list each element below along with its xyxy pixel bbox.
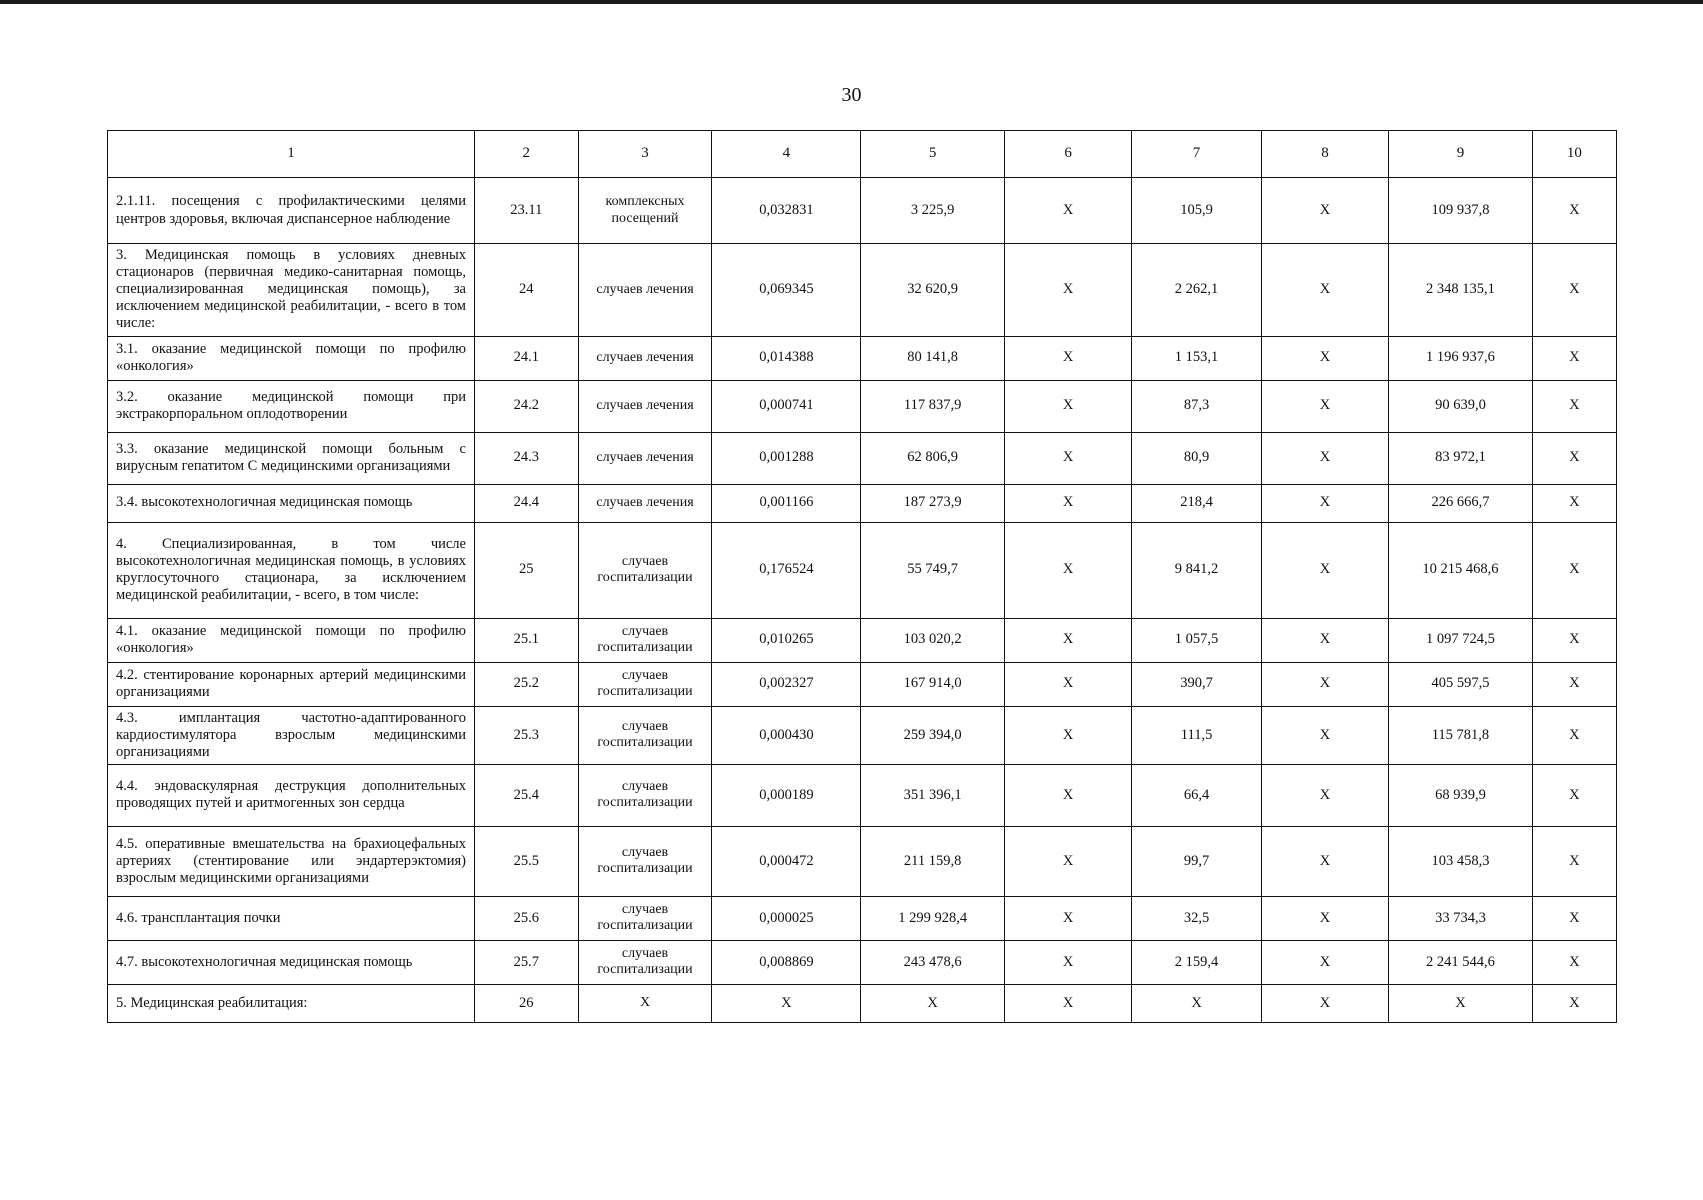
table-cell: 83 972,1 bbox=[1389, 432, 1533, 484]
table-cell: случаев лечения bbox=[578, 484, 712, 522]
column-header: 7 bbox=[1132, 131, 1262, 178]
table-cell: 1 299 928,4 bbox=[861, 896, 1005, 940]
column-header: 5 bbox=[861, 131, 1005, 178]
table-cell: 80 141,8 bbox=[861, 336, 1005, 380]
table-cell: X bbox=[1532, 706, 1616, 764]
table-cell: X bbox=[1261, 940, 1388, 984]
table-cell: 0,014388 bbox=[712, 336, 861, 380]
row-description: 4.6. трансплантация почки bbox=[108, 896, 475, 940]
table-cell: 62 806,9 bbox=[861, 432, 1005, 484]
table-cell: 10 215 468,6 bbox=[1389, 522, 1533, 618]
table-cell: 0,032831 bbox=[712, 178, 861, 244]
data-table bbox=[107, 130, 1617, 1023]
table-cell: X bbox=[1261, 706, 1388, 764]
table-cell: X bbox=[1532, 764, 1616, 826]
table-cell: случаев госпитализации bbox=[578, 522, 712, 618]
table-cell: 25.5 bbox=[474, 826, 578, 896]
table-cell: случаев госпитализации bbox=[578, 662, 712, 706]
table-row bbox=[108, 178, 1617, 244]
table-cell: X bbox=[1532, 432, 1616, 484]
table-cell: 24.3 bbox=[474, 432, 578, 484]
page-number: 30 bbox=[841, 84, 862, 106]
row-description: 2.1.11. посещения с профилактическими целями центров здоровья, включая диспансерное наблюдение bbox=[108, 178, 475, 244]
row-description: 3.1. оказание медицинской помощи по профилю «онкология» bbox=[108, 336, 475, 380]
column-header: 10 bbox=[1532, 131, 1616, 178]
table-cell: 25.7 bbox=[474, 940, 578, 984]
table-cell: X bbox=[1261, 522, 1388, 618]
table-cell: 87,3 bbox=[1132, 380, 1262, 432]
table-cell: 55 749,7 bbox=[861, 522, 1005, 618]
table-cell: X bbox=[1004, 984, 1131, 1022]
table-cell: X bbox=[1004, 178, 1131, 244]
table-cell: 211 159,8 bbox=[861, 826, 1005, 896]
table-cell: случаев госпитализации bbox=[578, 764, 712, 826]
table-cell: X bbox=[1004, 940, 1131, 984]
table-cell: 25.2 bbox=[474, 662, 578, 706]
table-cell: 0,000741 bbox=[712, 380, 861, 432]
row-description: 3.3. оказание медицинской помощи больным с вирусным гепатитом С медицинскими организациями bbox=[108, 432, 475, 484]
column-header: 3 bbox=[578, 131, 712, 178]
table-cell: X bbox=[1389, 984, 1533, 1022]
table-cell: 1 196 937,6 bbox=[1389, 336, 1533, 380]
table-cell: X bbox=[712, 984, 861, 1022]
table-cell: X bbox=[1004, 618, 1131, 662]
table-row bbox=[108, 896, 1617, 940]
table-cell: 0,001166 bbox=[712, 484, 861, 522]
table-cell: 405 597,5 bbox=[1389, 662, 1533, 706]
table-cell: X bbox=[1004, 484, 1131, 522]
table-cell: случаев госпитализации bbox=[578, 940, 712, 984]
row-description: 4.7. высокотехнологичная медицинская помощь bbox=[108, 940, 475, 984]
table-cell: X bbox=[578, 984, 712, 1022]
table-cell: 117 837,9 bbox=[861, 380, 1005, 432]
table-cell: 32,5 bbox=[1132, 896, 1262, 940]
table-cell: X bbox=[1261, 484, 1388, 522]
table-cell: X bbox=[1004, 662, 1131, 706]
table-cell: X bbox=[1532, 940, 1616, 984]
table-cell: 90 639,0 bbox=[1389, 380, 1533, 432]
table-cell: 80,9 bbox=[1132, 432, 1262, 484]
column-header: 6 bbox=[1004, 131, 1131, 178]
table-cell: 103 458,3 bbox=[1389, 826, 1533, 896]
table-cell: 99,7 bbox=[1132, 826, 1262, 896]
table-cell: 66,4 bbox=[1132, 764, 1262, 826]
table-cell: X bbox=[1261, 826, 1388, 896]
table-cell: X bbox=[1004, 244, 1131, 337]
table-cell: 2 159,4 bbox=[1132, 940, 1262, 984]
table-cell: случаев лечения bbox=[578, 244, 712, 337]
row-description: 4.4. эндоваскулярная деструкция дополнительных проводящих путей и аритмогенных зон сердца bbox=[108, 764, 475, 826]
table-cell: 2 348 135,1 bbox=[1389, 244, 1533, 337]
table-row bbox=[108, 984, 1617, 1022]
table-cell: 111,5 bbox=[1132, 706, 1262, 764]
table-cell: случаев лечения bbox=[578, 380, 712, 432]
table-cell: X bbox=[1261, 336, 1388, 380]
table-cell: X bbox=[1261, 618, 1388, 662]
table-cell: X bbox=[1004, 764, 1131, 826]
table-cell: 218,4 bbox=[1132, 484, 1262, 522]
table-cell: X bbox=[1532, 484, 1616, 522]
table-cell: 2 262,1 bbox=[1132, 244, 1262, 337]
table-row bbox=[108, 940, 1617, 984]
table-cell: 25.1 bbox=[474, 618, 578, 662]
table-cell: 0,000189 bbox=[712, 764, 861, 826]
table-cell: 68 939,9 bbox=[1389, 764, 1533, 826]
table-cell: X bbox=[1132, 984, 1262, 1022]
table-cell: случаев лечения bbox=[578, 432, 712, 484]
table-cell: 24.4 bbox=[474, 484, 578, 522]
table-row bbox=[108, 662, 1617, 706]
table-cell: 1 097 724,5 bbox=[1389, 618, 1533, 662]
table-cell: X bbox=[861, 984, 1005, 1022]
table-cell: случаев госпитализации bbox=[578, 826, 712, 896]
table-cell: 32 620,9 bbox=[861, 244, 1005, 337]
table-cell: 2 241 544,6 bbox=[1389, 940, 1533, 984]
table-cell: X bbox=[1004, 336, 1131, 380]
table-cell: 109 937,8 bbox=[1389, 178, 1533, 244]
table-cell: 26 bbox=[474, 984, 578, 1022]
row-description: 3.2. оказание медицинской помощи при экстракорпоральном оплодотворении bbox=[108, 380, 475, 432]
table-cell: 1 153,1 bbox=[1132, 336, 1262, 380]
table-cell: 0,000430 bbox=[712, 706, 861, 764]
table-cell: 115 781,8 bbox=[1389, 706, 1533, 764]
row-description: 4.1. оказание медицинской помощи по профилю «онкология» bbox=[108, 618, 475, 662]
table-cell: 33 734,3 bbox=[1389, 896, 1533, 940]
table-cell: 1 057,5 bbox=[1132, 618, 1262, 662]
table-cell: 0,001288 bbox=[712, 432, 861, 484]
header-row bbox=[108, 131, 1617, 178]
table-row bbox=[108, 336, 1617, 380]
table-cell: X bbox=[1004, 432, 1131, 484]
table-cell: X bbox=[1532, 896, 1616, 940]
table-cell: 0,002327 bbox=[712, 662, 861, 706]
row-description: 4.3. имплантация частотно-адаптированного кардиостимулятора взрослым медицинскими организациями bbox=[108, 706, 475, 764]
table-cell: X bbox=[1004, 706, 1131, 764]
table-row bbox=[108, 484, 1617, 522]
table-row bbox=[108, 380, 1617, 432]
table-cell: X bbox=[1532, 178, 1616, 244]
table-cell: случаев госпитализации bbox=[578, 896, 712, 940]
row-description: 3.4. высокотехнологичная медицинская помощь bbox=[108, 484, 475, 522]
row-description: 4.5. оперативные вмешательства на брахиоцефальных артериях (стентирование или эндартерэктомия) взрослым медицинскими организациями bbox=[108, 826, 475, 896]
table-cell: X bbox=[1004, 380, 1131, 432]
table-cell: 9 841,2 bbox=[1132, 522, 1262, 618]
table-cell: случаев госпитализации bbox=[578, 618, 712, 662]
table-cell: 0,176524 bbox=[712, 522, 861, 618]
table-row bbox=[108, 706, 1617, 764]
column-header: 4 bbox=[712, 131, 861, 178]
table-cell: 25.3 bbox=[474, 706, 578, 764]
table-cell: 23.11 bbox=[474, 178, 578, 244]
table-cell: X bbox=[1261, 984, 1388, 1022]
table-cell: 24 bbox=[474, 244, 578, 337]
table-cell: 105,9 bbox=[1132, 178, 1262, 244]
table-cell: X bbox=[1532, 662, 1616, 706]
table-cell: 226 666,7 bbox=[1389, 484, 1533, 522]
table-cell: X bbox=[1532, 380, 1616, 432]
table-cell: комплексных посещений bbox=[578, 178, 712, 244]
table-row bbox=[108, 826, 1617, 896]
table-cell: 167 914,0 bbox=[861, 662, 1005, 706]
table-cell: X bbox=[1004, 522, 1131, 618]
table-cell: X bbox=[1532, 826, 1616, 896]
table-cell: X bbox=[1261, 244, 1388, 337]
table-row bbox=[108, 244, 1617, 337]
table-cell: 25.4 bbox=[474, 764, 578, 826]
table-cell: 25 bbox=[474, 522, 578, 618]
table-cell: 0,008869 bbox=[712, 940, 861, 984]
row-description: 3. Медицинская помощь в условиях дневных стационаров (первичная медико-санитарная помощь, специализированная медицинская помощь), за исключением медицинской реабилитации, - всего в том числе: bbox=[108, 244, 475, 337]
table-row bbox=[108, 522, 1617, 618]
table-cell: 3 225,9 bbox=[861, 178, 1005, 244]
table-cell: X bbox=[1261, 764, 1388, 826]
row-description: 4. Специализированная, в том числе высокотехнологичная медицинская помощь, в условиях круглосуточного стационара, за исключением медицинской реабилитации, - всего, в том числе: bbox=[108, 522, 475, 618]
table-cell: X bbox=[1532, 984, 1616, 1022]
table-cell: X bbox=[1261, 662, 1388, 706]
table-cell: 243 478,6 bbox=[861, 940, 1005, 984]
table-cell: X bbox=[1261, 896, 1388, 940]
table-cell: 390,7 bbox=[1132, 662, 1262, 706]
table-cell: 0,000025 bbox=[712, 896, 861, 940]
table-cell: X bbox=[1261, 432, 1388, 484]
row-description: 4.2. стентирование коронарных артерий медицинскими организациями bbox=[108, 662, 475, 706]
table-cell: 0,069345 bbox=[712, 244, 861, 337]
table-cell: 24.1 bbox=[474, 336, 578, 380]
table-cell: 351 396,1 bbox=[861, 764, 1005, 826]
table-cell: X bbox=[1532, 618, 1616, 662]
table-cell: 103 020,2 bbox=[861, 618, 1005, 662]
table-row bbox=[108, 764, 1617, 826]
table-cell: X bbox=[1532, 522, 1616, 618]
table-cell: случаев госпитализации bbox=[578, 706, 712, 764]
table-cell: случаев лечения bbox=[578, 336, 712, 380]
table-cell: X bbox=[1532, 336, 1616, 380]
table-cell: X bbox=[1532, 244, 1616, 337]
column-header: 8 bbox=[1261, 131, 1388, 178]
table-cell: X bbox=[1261, 380, 1388, 432]
scan-edge bbox=[0, 0, 1703, 4]
table-row bbox=[108, 432, 1617, 484]
table-cell: 24.2 bbox=[474, 380, 578, 432]
column-header: 2 bbox=[474, 131, 578, 178]
table-cell: 0,000472 bbox=[712, 826, 861, 896]
table-cell: 259 394,0 bbox=[861, 706, 1005, 764]
column-header: 9 bbox=[1389, 131, 1533, 178]
table-cell: X bbox=[1261, 178, 1388, 244]
column-header: 1 bbox=[108, 131, 475, 178]
table-cell: 187 273,9 bbox=[861, 484, 1005, 522]
table-cell: X bbox=[1004, 826, 1131, 896]
row-description: 5. Медицинская реабилитация: bbox=[108, 984, 475, 1022]
table-cell: 25.6 bbox=[474, 896, 578, 940]
table-cell: 0,010265 bbox=[712, 618, 861, 662]
table-cell: X bbox=[1004, 896, 1131, 940]
table-row bbox=[108, 618, 1617, 662]
